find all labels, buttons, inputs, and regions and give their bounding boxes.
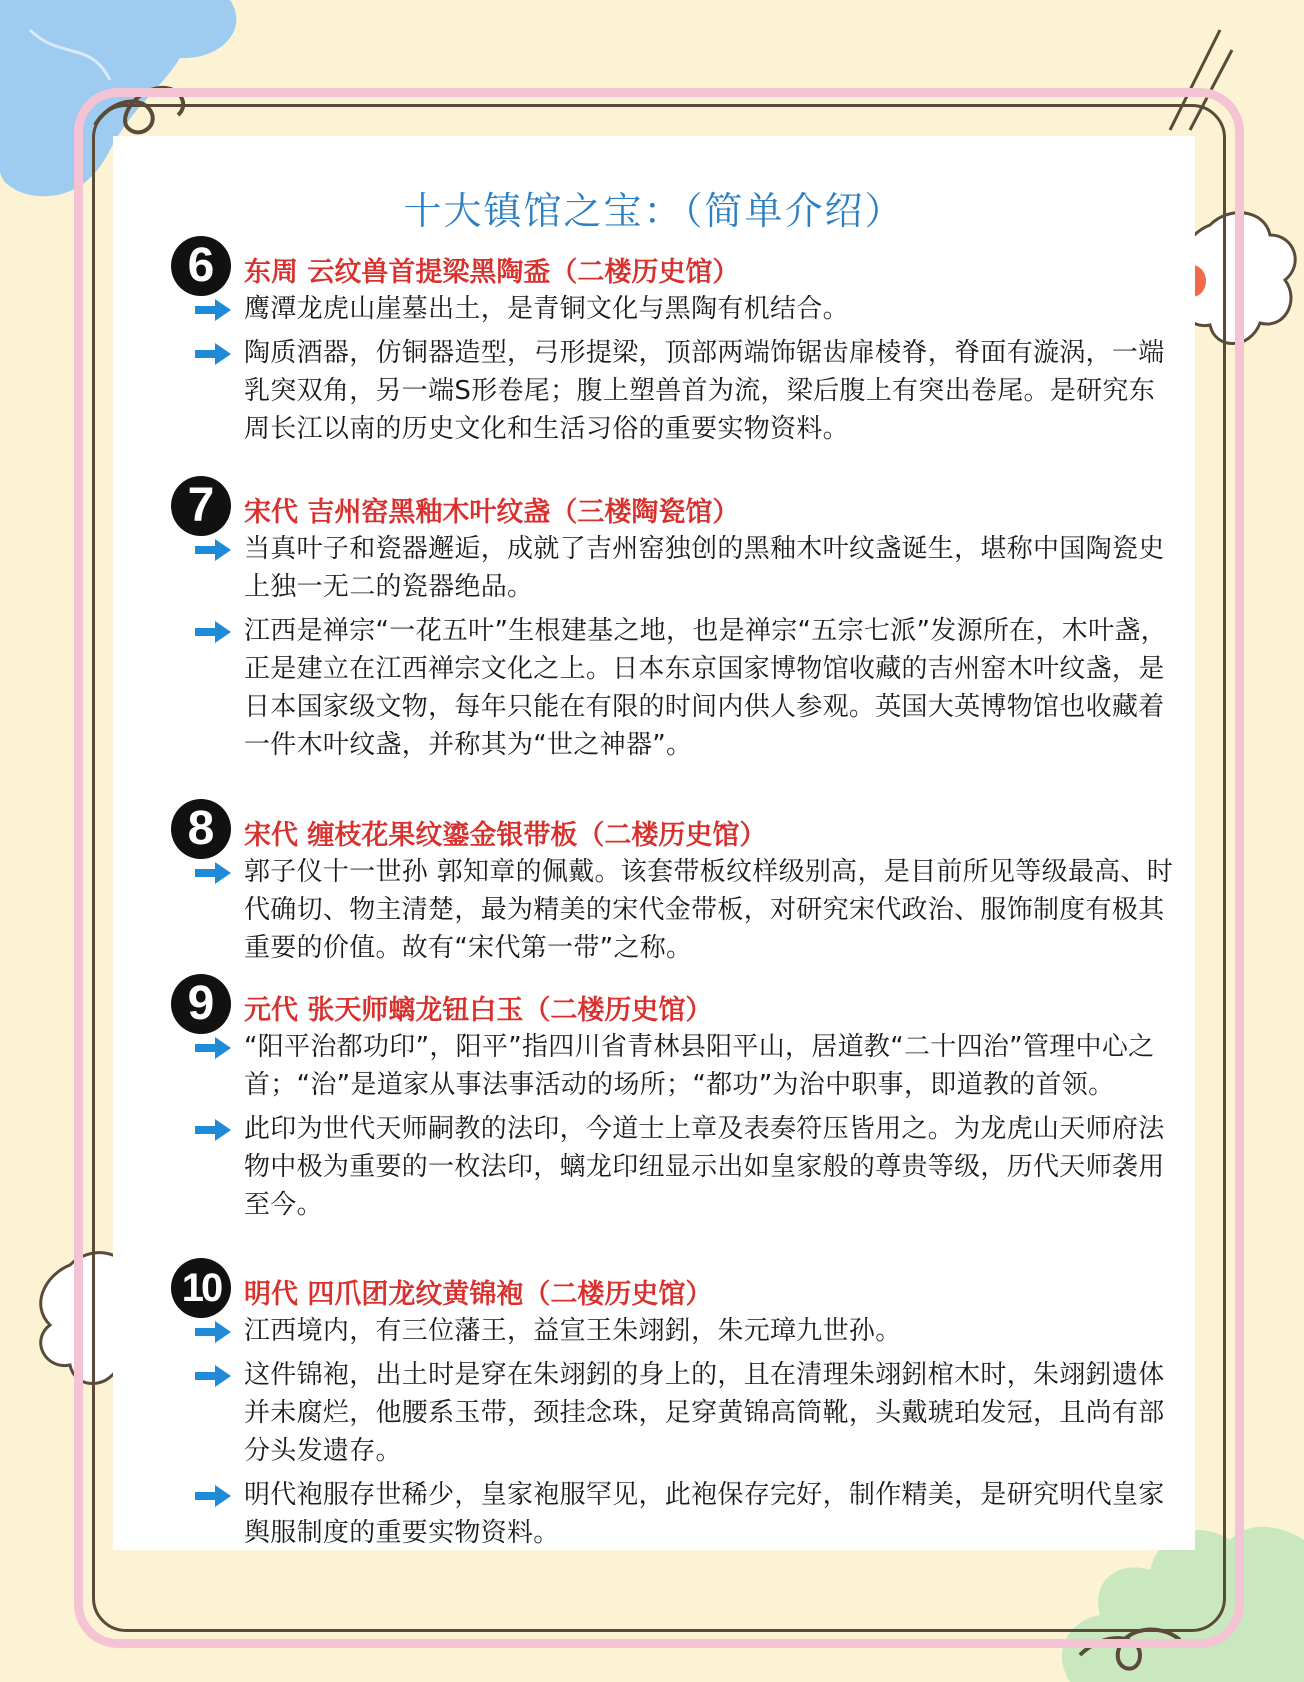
list-item (113, 612, 1195, 764)
number-badge: 9 (171, 974, 231, 1034)
arrow-right-icon (195, 1485, 231, 1507)
arrow-right-icon (195, 1119, 231, 1141)
bullet-text: “阳平治都功印”，阳平”指四川省青林县阳平山，居道教“二十四治”管理中心之首；“治”是道家从事法事活动的场所；“都功”为治中职事，即道教的首领。 (244, 1032, 1155, 1100)
number-badge: 8 (171, 799, 231, 859)
number-badge: 7 (171, 476, 231, 536)
bullet-text: 江西境内，有三位藩王，益宣王朱翊鈏，朱元璋九世孙。 (244, 1316, 902, 1346)
bullet-text: 明代袍服存世稀少，皇家袍服罕见，此袍保存完好，制作精美，是研究明代皇家舆服制度的重要实物资料。 (244, 1480, 1165, 1548)
bullet-text: 鹰潭龙虎山崖墓出土，是青铜文化与黑陶有机结合。 (244, 294, 849, 324)
arrow-right-icon (195, 621, 231, 643)
list-item (113, 334, 1195, 448)
arrow-right-icon (195, 299, 231, 321)
arrow-right-icon (195, 343, 231, 365)
list-item (113, 1476, 1195, 1552)
page-title: 十大镇馆之宝：（简单介绍） (403, 189, 905, 233)
arrow-right-icon (195, 539, 231, 561)
section-heading: 明代 四爪团龙纹黄锦袍（二楼历史馆） (244, 1279, 713, 1310)
list-item (113, 1312, 1195, 1350)
section-heading: 宋代 吉州窑黑釉木叶纹盏（三楼陶瓷馆） (244, 497, 740, 528)
content-card (113, 136, 1195, 1550)
arrow-right-icon (195, 1365, 231, 1387)
list-item (113, 530, 1195, 606)
section-heading: 宋代 缠枝花果纹鎏金银带板（二楼历史馆） (244, 820, 767, 851)
bullet-text: 郭子仪十一世孙 郭知章的佩戴。该套带板纹样级别高，是目前所见等级最高、时代确切、物主清楚，最为精美的宋代金带板，对研究宋代政治、服饰制度有极其重要的价值。故有“宋代第一带”之称。 (244, 857, 1174, 963)
number-badge: 10 (171, 1258, 231, 1318)
bullet-text: 这件锦袍，出土时是穿在朱翊鈏的身上的，且在清理朱翊鈏棺木时，朱翊鈏遗体并未腐烂，他腰系玉带，颈挂念珠，足穿黄锦高筒靴，头戴琥珀发冠，且尚有部分头发遗存。 (244, 1360, 1165, 1466)
arrow-right-icon (195, 862, 231, 884)
section-heading: 东周 云纹兽首提梁黑陶盉（二楼历史馆） (244, 257, 740, 288)
bullet-text: 当真叶子和瓷器邂逅，成就了吉州窑独创的黑釉木叶纹盏诞生，堪称中国陶瓷史上独一无二的瓷器绝品。 (244, 534, 1165, 602)
list-item (113, 853, 1195, 967)
list-item (113, 290, 1195, 328)
bullet-text: 江西是禅宗“一花五叶”生根建基之地，也是禅宗“五宗七派”发源所在，木叶盏，正是建立在江西禅宗文化之上。日本东京国家博物馆收藏的吉州窑木叶纹盏，是日本国家级文物，每年只能在有限的时间内供人参观。英国大英博物馆也收藏着一件木叶纹盏，并称其为“世之神器”。 (244, 616, 1167, 760)
arrow-right-icon (195, 1321, 231, 1343)
list-item (113, 1356, 1195, 1470)
section-heading: 元代 张天师螭龙钮白玉（二楼历史馆） (244, 995, 713, 1026)
bullet-text: 陶质酒器，仿铜器造型，弓形提梁，顶部两端饰锯齿扉棱脊，脊面有漩涡，一端乳突双角，另一端S形卷尾；腹上塑兽首为流，梁后腹上有突出卷尾。是研究东周长江以南的历史文化和生活习俗的重要实物资料。 (244, 338, 1165, 444)
arrow-right-icon (195, 1037, 231, 1059)
number-badge: 6 (171, 236, 231, 296)
bullet-text: 此印为世代天师嗣教的法印，今道士上章及表奏符压皆用之。为龙虎山天师府法物中极为重要的一枚法印，螭龙印纽显示出如皇家般的尊贵等级，历代天师袭用至今。 (244, 1114, 1165, 1220)
list-item (113, 1110, 1195, 1224)
list-item (113, 1028, 1195, 1104)
